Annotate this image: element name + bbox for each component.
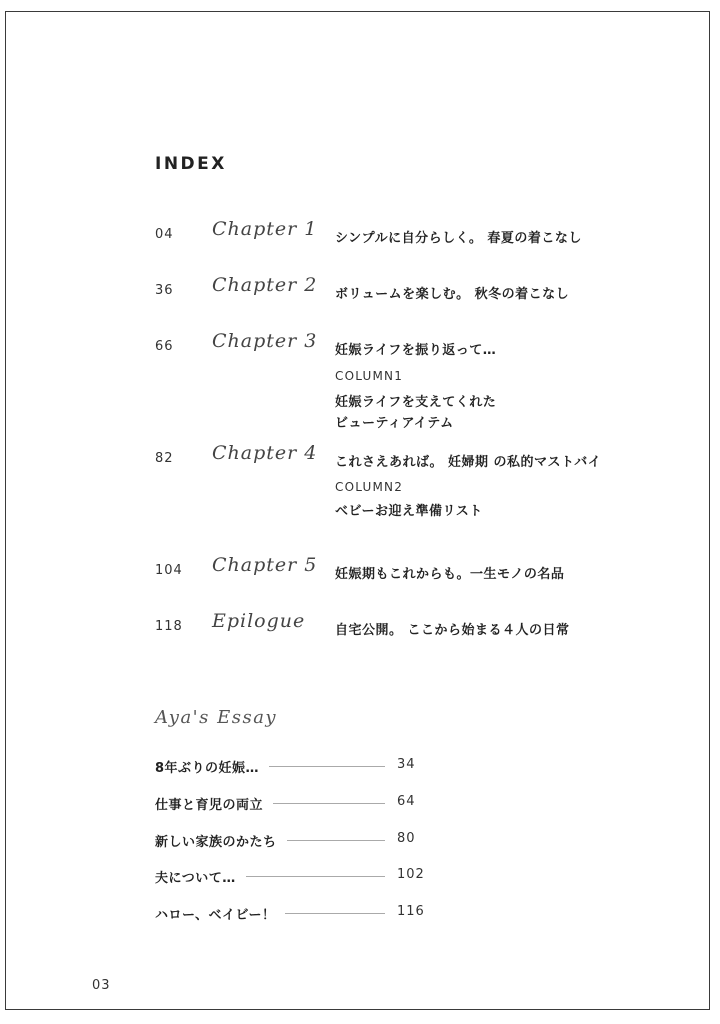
column-title-line: 妊娠ライフを支えてくれた [335,395,497,410]
essay-page-number: 80 [397,831,416,846]
essay-page-number: 116 [397,904,425,919]
essay-entry[interactable] [155,757,445,777]
essay-title: 仕事と育児の両立 [155,794,273,813]
toc-chapter-title: 自宅公開。 ここから始まる４人の日常 [335,623,570,638]
toc-chapter-title: 妊娠期もこれからも。一生モノの名品 [335,567,565,582]
toc-chapter-title: 妊娠ライフを振り返って… [335,343,497,358]
essay-title: 夫について… [155,867,246,886]
toc-chapter-label: Chapter 1 [212,218,318,240]
essay-entry[interactable] [155,831,445,851]
essay-page-number: 34 [397,757,416,772]
toc-chapter-title: ボリュームを楽しむ。 秋冬の着こなし [335,287,570,302]
toc-page-number: 04 [155,227,174,242]
toc-page-number: 66 [155,339,174,354]
page-folio: 03 [92,978,111,993]
essay-entry[interactable] [155,867,445,887]
essay-heading: Aya's Essay [155,707,278,728]
essay-title: ハロー、ベイビー！ [155,904,285,923]
column-title-line: ビューティアイテム [335,416,454,431]
toc-chapter-label: Chapter 3 [212,330,318,352]
toc-chapter-label: Epilogue [212,610,306,632]
toc-chapter-title: これさえあれば。 妊婦期 の私的マストバイ [335,455,602,470]
toc-page-number: 104 [155,563,183,578]
toc-page-number: 82 [155,451,174,466]
index-heading: INDEX [155,154,227,174]
toc-page-number: 118 [155,619,183,634]
toc-page-number: 36 [155,283,174,298]
essay-entry[interactable] [155,794,445,814]
essay-page-number: 102 [397,867,425,882]
essay-page-number: 64 [397,794,416,809]
essay-entry[interactable] [155,904,445,924]
essay-title: 8年ぶりの妊娠… [155,757,269,776]
column-label: COLUMN1 [335,369,404,383]
column-title-line: ベビーお迎え準備リスト [335,504,483,519]
essay-title: 新しい家族のかたち [155,831,287,850]
toc-chapter-label: Chapter 2 [212,274,318,296]
toc-chapter-label: Chapter 5 [212,554,318,576]
toc-chapter-title: シンプルに自分らしく。 春夏の着こなし [335,231,582,246]
toc-chapter-label: Chapter 4 [212,442,318,464]
column-label: COLUMN2 [335,480,404,494]
